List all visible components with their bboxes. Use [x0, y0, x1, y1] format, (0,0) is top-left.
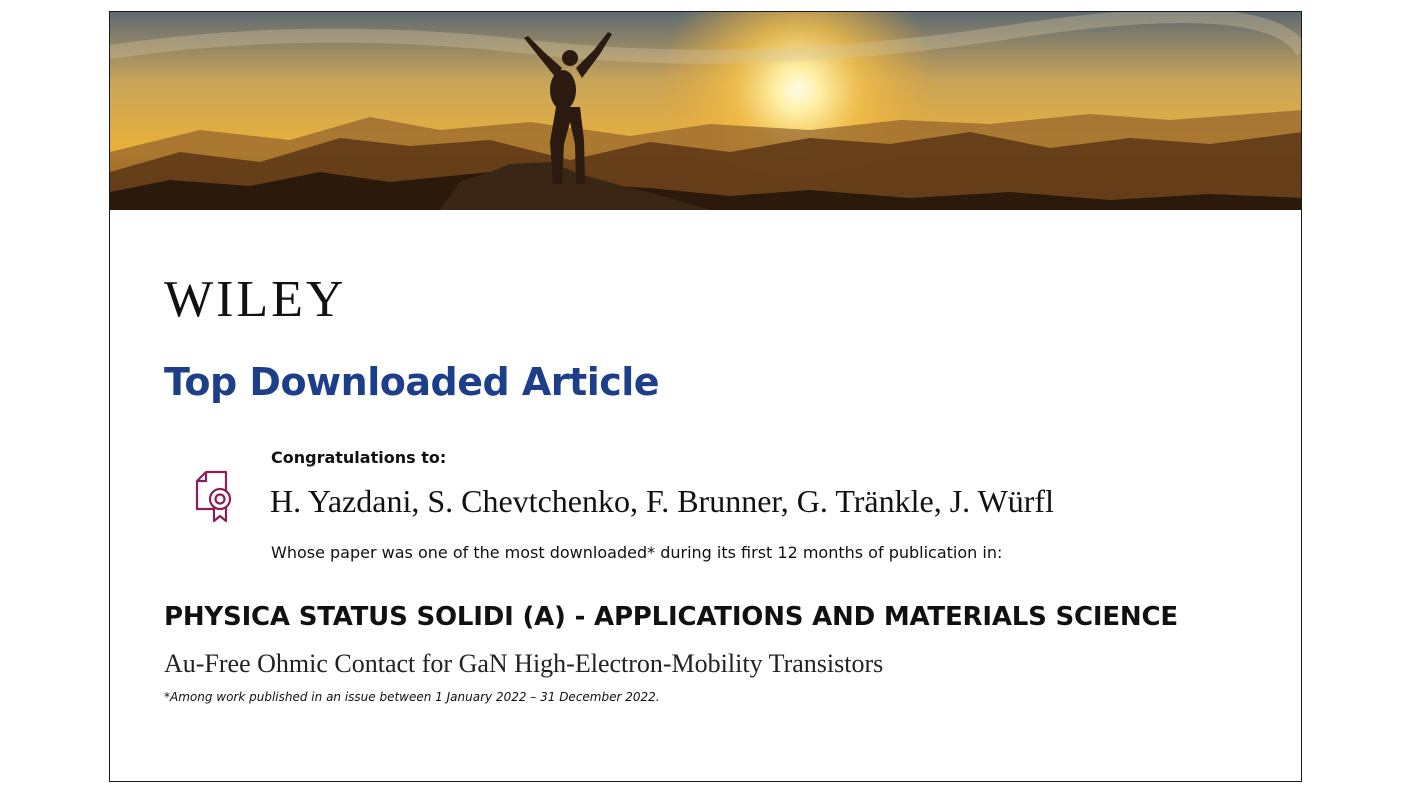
congratulations-label: Congratulations to:	[271, 448, 447, 467]
award-description: Whose paper was one of the most downloaded* during its first 12 months of publication in:	[271, 543, 1003, 562]
wiley-logo: WILEY	[164, 271, 347, 328]
banner-image	[110, 12, 1301, 210]
certificate-card	[109, 11, 1302, 782]
footnote: *Among work published in an issue between 1 January 2022 – 31 December 2022.	[164, 690, 660, 704]
certificate-icon	[194, 469, 236, 525]
page-title: Top Downloaded Article	[164, 360, 660, 404]
author-list: H. Yazdani, S. Chevtchenko, F. Brunner, G. Tränkle, J. Würfl	[270, 483, 1054, 519]
journal-name: PHYSICA STATUS SOLIDI (A) - APPLICATIONS AND MATERIALS SCIENCE	[164, 602, 1178, 632]
article-title: Au-Free Ohmic Contact for GaN High-Electron-Mobility Transistors	[164, 649, 884, 678]
